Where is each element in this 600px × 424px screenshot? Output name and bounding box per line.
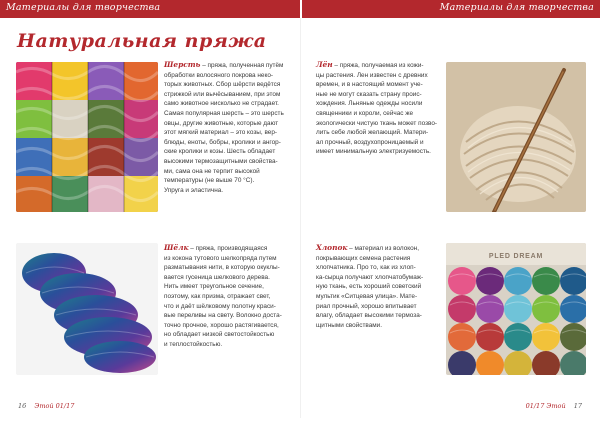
wool-term: Шерсть	[164, 60, 201, 69]
footer-right	[526, 402, 582, 410]
page-fold	[300, 18, 301, 418]
wool-knit-image	[16, 62, 158, 212]
linen-photo	[446, 62, 586, 212]
brand-label: PLED DREAM	[488, 253, 544, 260]
cotton-paragraph: Хлопок – материал из волокон, покрывающих семена растения хлопчатника. Про то, как из хлоп- ка-сырца получают хлопчатобумаж- ную ткань, есть хороший советский мультик «Ситцевая улица». Мате- риал прочный, хорошо впитывает влагу, обладает высокими термоза- щитными свойствами.	[316, 243, 424, 329]
page-number-right: 17	[573, 402, 582, 410]
issue-label-left: Этой 01/17	[34, 402, 75, 410]
header-title-left: Материалы для творчества	[6, 2, 161, 13]
wool-paragraph: Шерсть – пряжа, полученная путём обработки волосяного покрова неко- торых животных. Сбор шёрсти ведётся стрижкой или вычёсыванием, при этом само животное нисколько не страдает. Самая популярная шерсть – это шерсть овцы, другие животные, которые дают этот мягкий материал – это козы, вер- блюды, еноты, бобры, кролики и ангор- ские кролики и козы. Шесть обладает высокими термозащитными свойства- ми, сама она не терпит высокой температуры (не выше 70 °С). Упруга и эластична.	[164, 60, 284, 194]
cotton-yarn-image	[446, 243, 586, 375]
issue-label-right: 01/17 Этой	[525, 402, 566, 410]
cotton-term: Хлопок	[316, 243, 348, 252]
page-title: Натуральная пряжа	[17, 30, 267, 52]
silk-photo	[16, 243, 158, 375]
linen-paragraph: Лён – пряжа, получаемая из кожи- цы растения. Лен известен с древних времен, и в настоящий момент уче- ные не могут сказать страну проис- хождения. Льняные одежды носили священники и короли, сейчас же экологически чистую ткань может позво- лить себе любой желающий. Матери- ал прочный, воздухопроницаемый и имеет минимальную электризуемость.	[316, 60, 438, 156]
linen-term: Лён	[316, 60, 333, 69]
silk-term: Шёлк	[164, 243, 189, 252]
page-number-left: 16	[18, 402, 27, 410]
footer-left	[18, 402, 74, 410]
wool-photo	[16, 62, 158, 212]
linen-yarn-image	[446, 62, 586, 212]
header-title-right: Материалы для творчества	[439, 2, 594, 13]
cotton-photo	[446, 243, 586, 375]
silk-yarn-image	[16, 243, 158, 375]
silk-paragraph: Шёлк – пряжа, производящаяся из кокона тутового шелкопряда путем разматывания нити, в которую окуклы- вается гусеница шелкового дерева. Нить имеет треугольное сечение, поэтому, как призма, отражает свет, что и даёт шёлковому полотну краси- вые переливы на свету. Волокно доста- точно прочное, хорошо растягивается, но обладает низкой светостойкостью и теплостойкостью.	[164, 243, 282, 348]
